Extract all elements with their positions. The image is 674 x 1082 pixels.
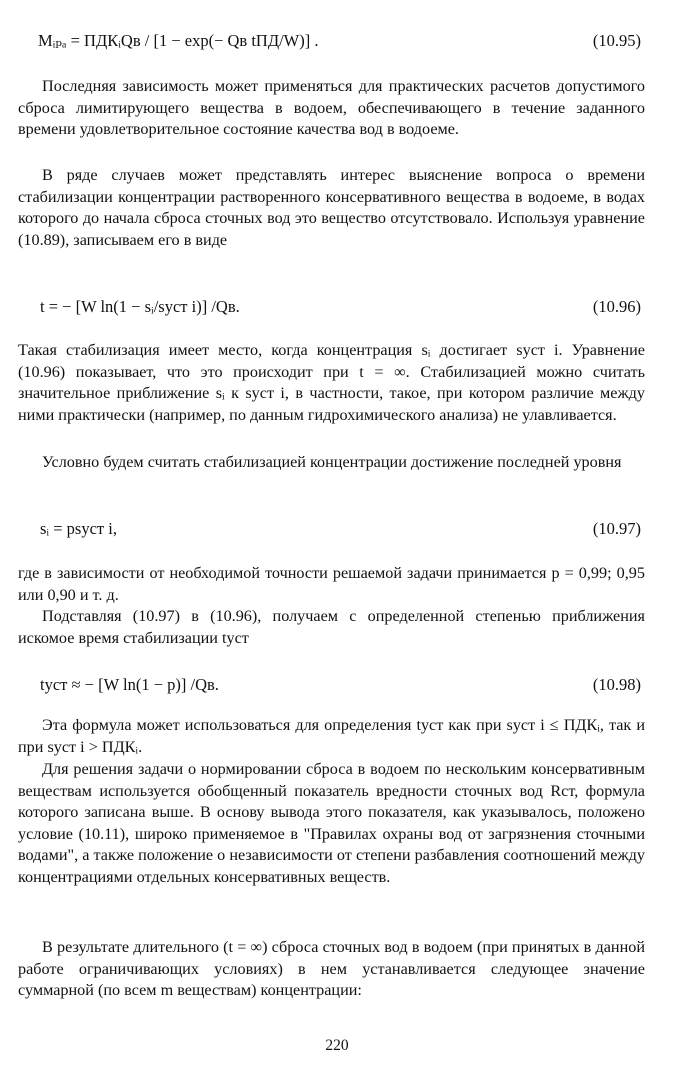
paragraph <box>18 340 645 426</box>
paragraph-text: Условно будем считать стабилизацией концентрации достижение последней уровня <box>42 453 622 471</box>
paragraph-text: Такая стабилизация имеет место, когда концентрация sᵢ достигает sуст i. Уравнение (10.96) показывает, что это происходит при t = ∞. Стабилизацией можно считать значительное приближение sᵢ к sуст i, в частности, такое, при котором различие между ними практически (например, по данным гидрохимического анализа) не улавливается. <box>18 341 645 424</box>
page-number: 220 <box>325 1037 349 1054</box>
paragraph-text: В ряде случаев может представлять интерес выяснение вопроса о времени стабилизации концентрации растворенного консервативного вещества в водоеме, в водах которого до начала сброса сточных вод это вещество отсутствовало. Используя уравнение (10.89), записываем его в виде <box>18 166 645 249</box>
paragraph <box>18 606 645 649</box>
equation-number: (10.97) <box>592 519 641 538</box>
paragraph-text: где в зависимости от необходимой точности решаемой задачи принимается p = 0,99; 0,95 или 0,90 и т. д. <box>18 564 645 604</box>
paragraph <box>18 937 645 1002</box>
paragraph-text: В результате длительного (t = ∞) сброса сточных вод в водоем (при принятых в данной работе ограничивающих условиях) в нем устанавливается следующее значение суммарной (по всем m веществам) концентрации: <box>18 938 645 999</box>
equation-formula: Mᵢₚₐ = ПДКᵢQв / [1 − exp(− Qв tПД/W)] . <box>38 31 319 50</box>
equation-formula: sᵢ = psуст i, <box>40 519 117 538</box>
paragraph <box>18 165 645 251</box>
paragraph <box>18 563 645 606</box>
equation-number: (10.95) <box>592 31 641 50</box>
paragraph-text: Для решения задачи о нормировании сброса в водоем по нескольким консервативным веществам используется обобщенный показатель вредности сточных вод Rст, формула которого записана выше. В основу вывода этого показателя, как указывалось, положено условие (10.11), широко применяемое в "Правилах охраны вод от загрязнения сточными водами", а также положение о независимости от степени разбавления соотношений между концентрациями отдельных консервативных веществ. <box>18 760 645 886</box>
paragraph-text: Последняя зависимость может применяться для практических расчетов допустимого сброса лимитирующего вещества в водоем, обеспечивающего в течение заданного времени удовлетворительное состояние качества вод в водоеме. <box>18 77 645 138</box>
paragraph <box>18 76 645 141</box>
paragraph-text: Эта формула может использоваться для определения tуст как при sуст i ≤ ПДКᵢ, так и при sуст i > ПДКᵢ. <box>18 716 645 756</box>
equation-number: (10.96) <box>592 297 641 316</box>
paragraph-text: Подставляя (10.97) в (10.96), получаем с определенной степенью приближения искомое время стабилизации tуст <box>18 607 645 647</box>
paragraph <box>18 759 645 888</box>
equation-formula: t = − [W ln(1 − sᵢ/sуст i)] /Qв. <box>40 297 240 316</box>
paragraph <box>18 452 645 474</box>
equation-formula: tуст ≈ − [W ln(1 − p)] /Qв. <box>40 675 219 694</box>
paragraph <box>18 715 645 758</box>
equation-number: (10.98) <box>592 675 641 694</box>
